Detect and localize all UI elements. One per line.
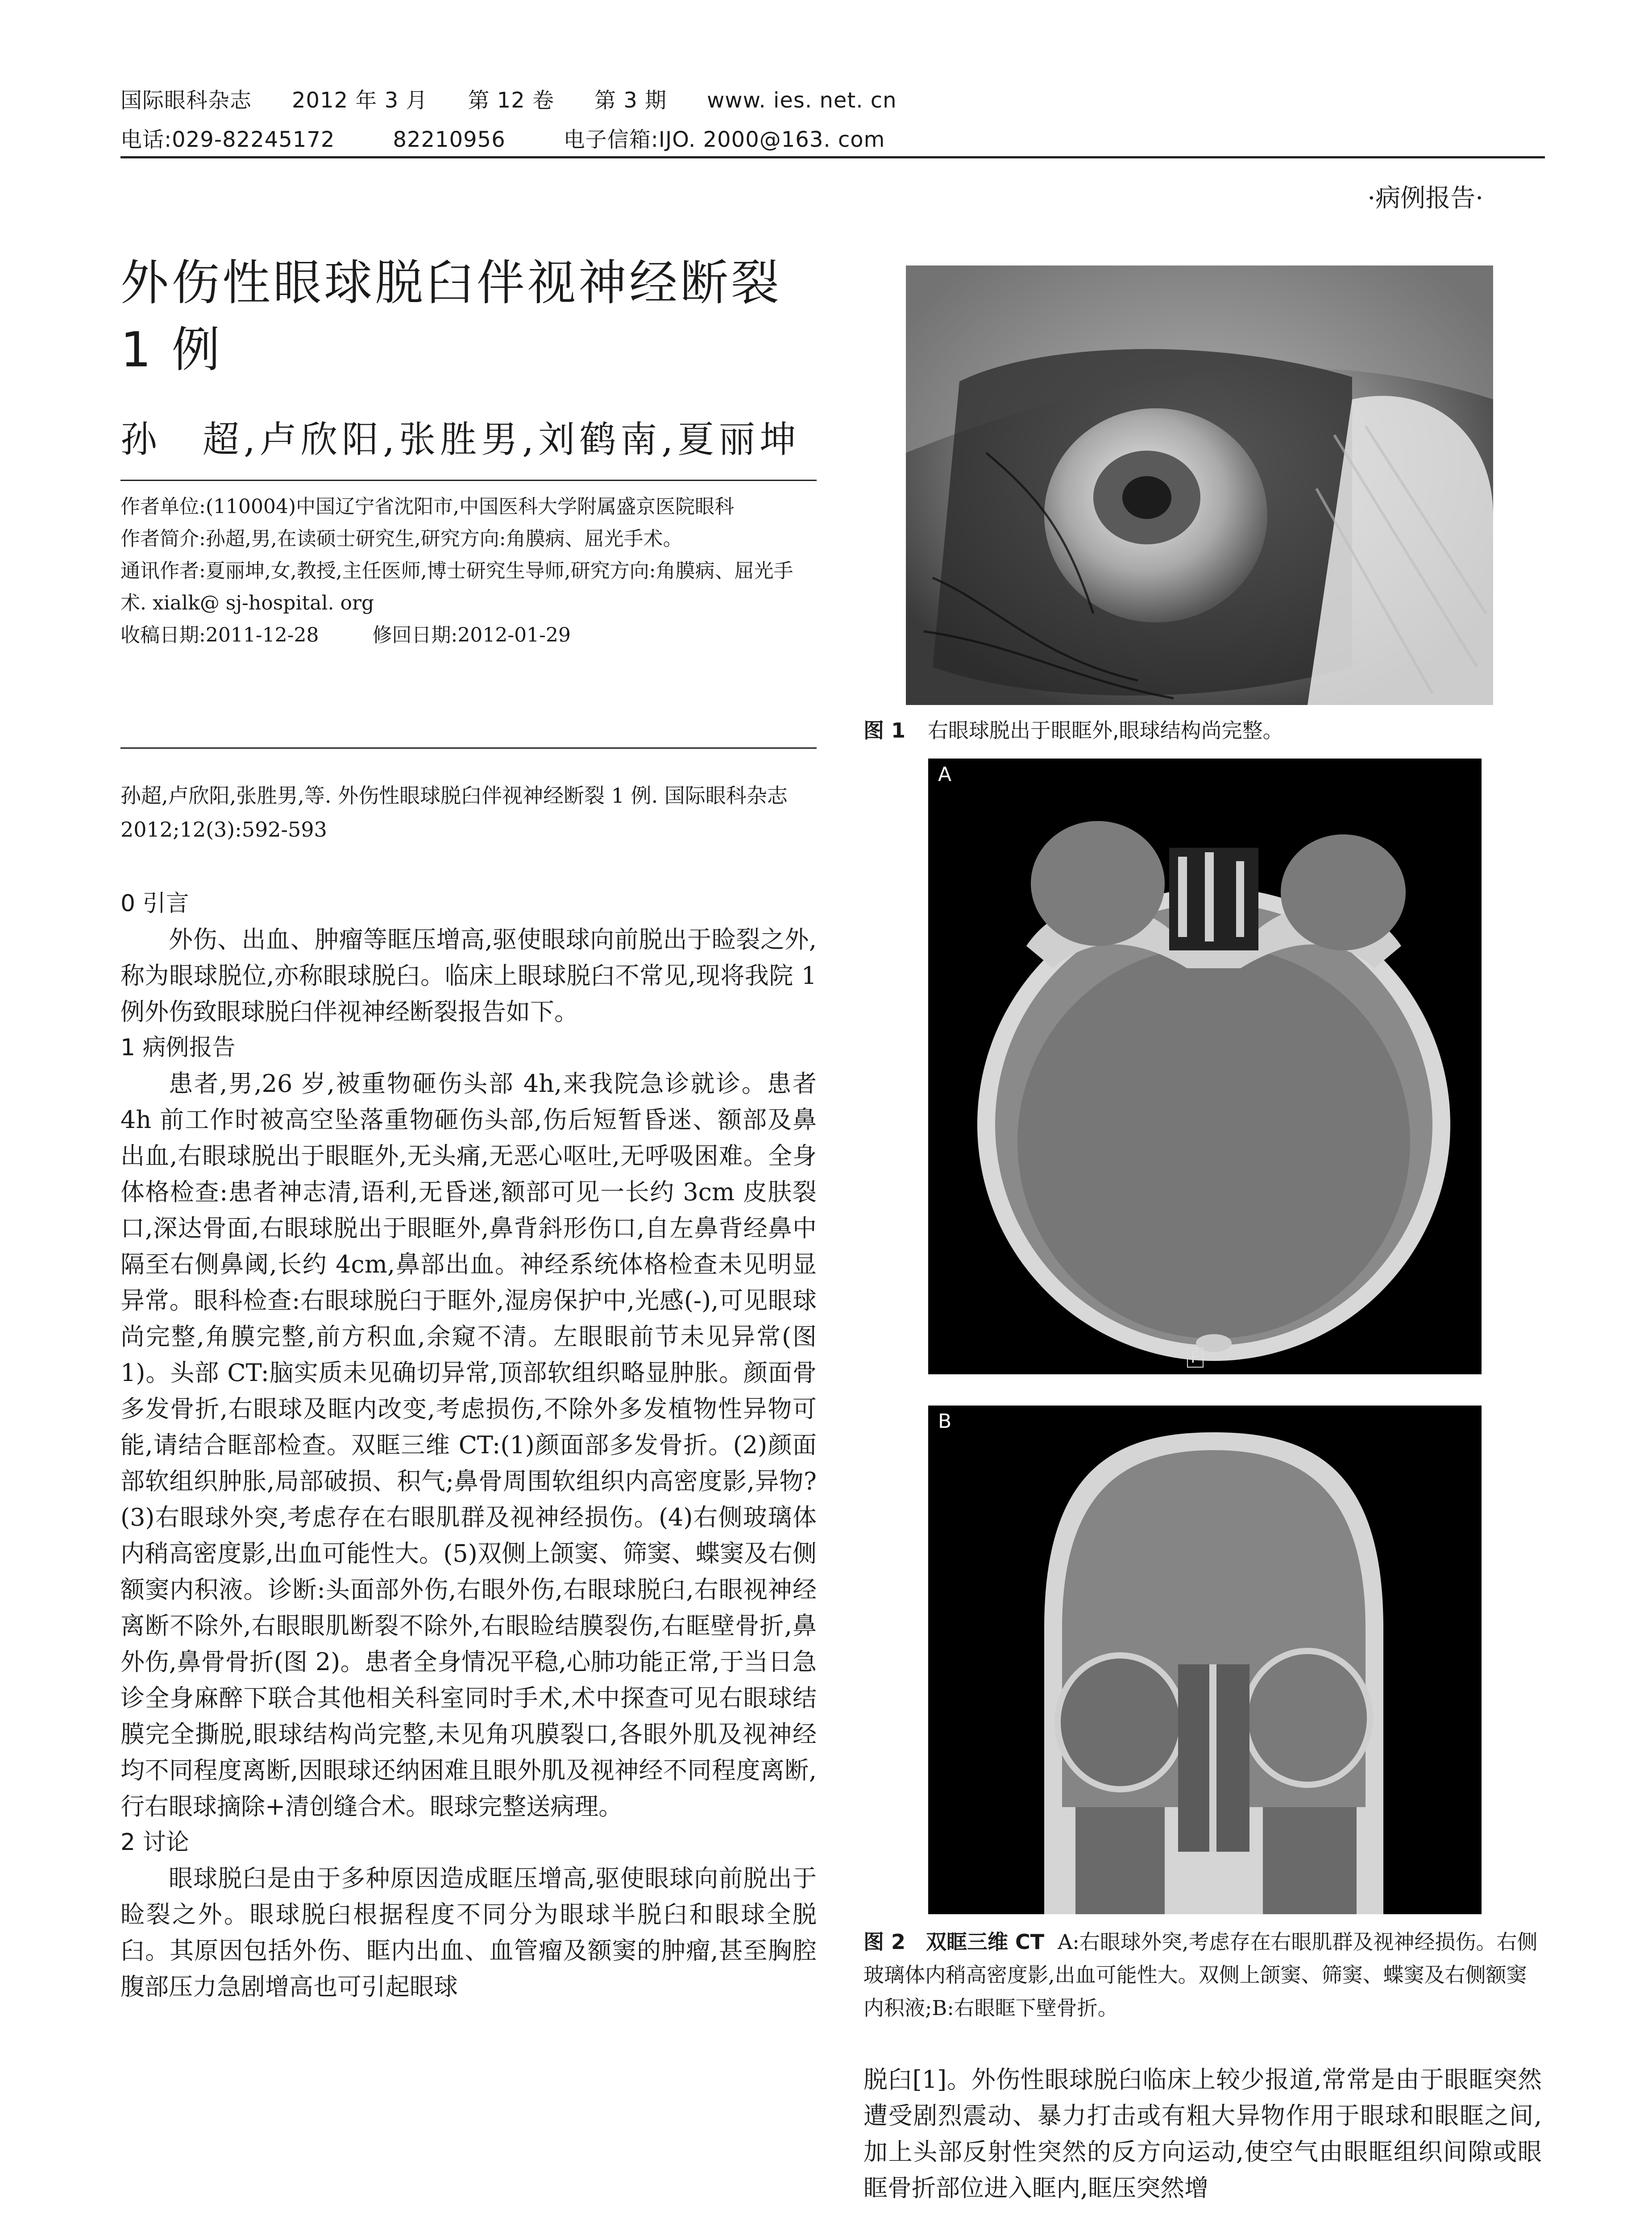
author-list: 孙 超,卢欣阳,张胜男,刘鹤南,夏丽坤: [120, 419, 801, 461]
figure-2b-ct-coronal: [928, 1406, 1482, 1914]
email-link[interactable]: 电子信箱:IJO. 2000@163. com: [563, 127, 885, 152]
right-column-body: [863, 2061, 1542, 2206]
figure-2a-ct-axial: [928, 759, 1482, 1374]
section-heading-discussion: 2 讨论: [120, 1829, 189, 1856]
figure-2a-label: A: [938, 763, 952, 786]
journal-header-line1: [120, 85, 937, 116]
issue-date: 2012 年 3 月: [292, 88, 428, 113]
volume: 第 12 卷: [468, 88, 555, 113]
paragraph-discussion-continued: 脱臼[1]。外伤性眼球脱臼临床上较少报道,常常是由于眼眶突然遭受剧烈震动、暴力打击或有粗大异物作用于眼球和眼眶之间,加上头部反射性突然的反方向运动,使空气由眼眶组织间隙或眼眶骨折部位进入眶内,眶压突然增: [863, 2065, 1542, 2202]
figure-1-photo: [906, 265, 1493, 705]
title-line-2: 1 例: [120, 322, 223, 378]
received-date: 收稿日期:2011-12-28: [120, 624, 319, 647]
figure-2-text: A:右眼球外突,考虑存在右眼肌群及视神经损伤。右侧玻璃体内稍高密度影,出血可能性大。双侧上颌窦、筛窦、蝶窦及右侧额窦内积液;B:右眼眶下壁骨折。: [863, 1930, 1538, 2020]
journal-header-line2: [120, 124, 925, 155]
figure-1-text: 右眼球脱出于眼眶外,眼球结构尚完整。: [928, 718, 1283, 742]
paragraph-case: 患者,男,26 岁,被重物砸伤头部 4h,来我院急诊就诊。患者 4h 前工作时被高空坠落重物砸伤头部,伤后短暂昏迷、额部及鼻出血,右眼球脱出于眼眶外,无头痛,无恶心呕吐,无呼吸困难。全身体格检查:患者神志清,语利,无昏迷,额部可见一长约 3cm 皮肤裂口,深达骨面,右眼球脱出于眼眶外,鼻背斜形伤口,自左鼻背经鼻中隔至右侧鼻阈,长约 4cm,鼻部出血。神经系统体格检查未见明显异常。眼科检查:右眼球脱臼于眶外,湿房保护中,光感(-),可见眼球尚完整,角膜完整,前方积血,余窥不清。左眼眼前节未见异常(图 1)。头部 CT:脑实质未见确切异常,顶部软组织略显肿胀。颜面骨多发骨折,右眼球及眶内改变,考虑损伤,不除外多发植物性异物可能,请结合眶部检查。双眶三维 CT:(1)颜面部多发骨折。(2)颜面部软组织肿胀,局部破损、积气;鼻骨周围软组织内高密度影,异物?(3)右眼球外突,考虑存在右眼肌群及视神经损伤。(4)右侧玻璃体内稍高密度影,出血可能性大。(5)双侧上颌窦、筛窦、蝶窦及右侧额窦内积液。诊断:头面部外伤,右眼外伤,右眼球脱臼,右眼视神经离断不除外,右眼眼肌断裂不除外,右眼睑结膜裂伤,右眶壁骨折,鼻外伤,鼻骨骨折(图 2)。患者全身情况平稳,心肺功能正常,于当日急诊全身麻醉下联合其他相关科室同时手术,术中探查可见右眼球结膜完全撕脱,眼球结构尚完整,未见角巩膜裂口,各眼外肌及视神经均不同程度离断,因眼球还纳困难且眼外肌及视神经不同程度离断,行右眼球摘除+清创缝合术。眼球完整送病理。: [120, 1070, 817, 1820]
citation: 孙超,卢欣阳,张胜男,等. 外伤性眼球脱臼伴视神经断裂 1 例. 国际眼科杂志 2012;12(3):592-593: [120, 784, 788, 842]
section-heading-case: 1 病例报告: [120, 1034, 236, 1061]
figure-2-label: 图 2 双眶三维 CT: [863, 1930, 1045, 1954]
corresponding-author: 通讯作者:夏丽坤,女,教授,主任医师,博士研究生导师,研究方向:角膜病、屈光手术. xialk@ sj-hospital. org: [120, 560, 793, 614]
phone-2: 82210956: [393, 127, 506, 152]
author-meta: [120, 491, 817, 651]
header-divider: [120, 156, 1545, 158]
phone-1: 电话:029-82245172: [120, 127, 335, 152]
dates: [120, 619, 817, 651]
author-bio: 作者简介:孙超,男,在读硕士研究生,研究方向:角膜病、屈光手术。: [120, 527, 683, 550]
paragraph-discussion: 眼球脱臼是由于多种原因造成眶压增高,驱使眼球向前脱出于睑裂之外。眼球脱臼根据程度不同分为眼球半脱臼和眼球全脱臼。其原因包括外伤、眶内出血、血管瘤及额窦的肿瘤,甚至胸腔腹部压力急剧增高也可引起眼球: [120, 1864, 817, 2001]
ct-axial-illustration: [928, 759, 1482, 1374]
authors-divider: [120, 480, 817, 481]
left-column-body: [120, 886, 817, 2005]
section-heading-intro: 0 引言: [120, 890, 189, 917]
figure-2b-label: B: [938, 1410, 952, 1433]
affiliation: 作者单位:(110004)中国辽宁省沈阳市,中国医科大学附属盛京医院眼科: [120, 495, 735, 518]
eye-photo-illustration: [906, 265, 1493, 705]
figure-1-caption: [863, 714, 1542, 747]
ct-coronal-illustration: [928, 1406, 1482, 1914]
figure-2a-marker: F: [1187, 1348, 1204, 1368]
figure-1-label: 图 1: [863, 718, 906, 742]
journal-name: 国际眼科杂志: [120, 88, 252, 113]
revised-date: 修回日期:2012-01-29: [372, 624, 571, 647]
meta-divider: [120, 747, 817, 749]
article-title: [120, 250, 817, 384]
figure-2-caption: [863, 1925, 1542, 2024]
website-link[interactable]: www. ies. net. cn: [707, 88, 897, 113]
issue-number: 第 3 期: [594, 88, 667, 113]
section-label: ·病例报告·: [1367, 184, 1483, 213]
title-line-1: 外伤性眼球脱臼伴视神经断裂: [120, 255, 782, 311]
paragraph-intro: 外伤、出血、肿瘤等眶压增高,驱使眼球向前脱出于睑裂之外,称为眼球脱位,亦称眼球脱臼。临床上眼球脱臼不常见,现将我院 1 例外伤致眼球脱臼伴视神经断裂报告如下。: [120, 925, 817, 1026]
